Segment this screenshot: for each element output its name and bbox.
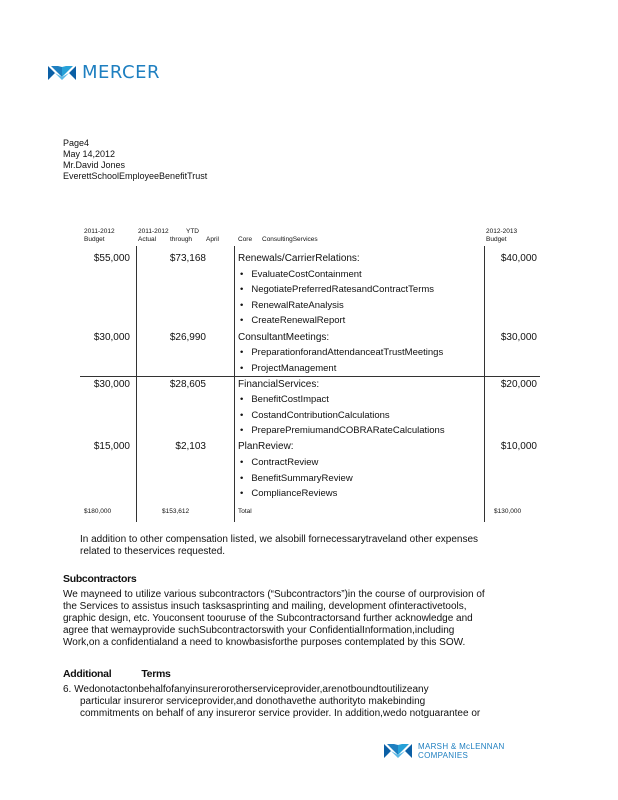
page-number: Page4 xyxy=(63,138,90,148)
total-label: Total xyxy=(238,508,252,515)
row1-new-budget: $40,000 xyxy=(500,253,537,264)
expenses-paragraph: In addition to other compensation listed, we alsobill fornecessarytraveland other expenses related to theservices requested. xyxy=(80,534,479,557)
footer-logo xyxy=(384,742,505,760)
row3-actual: $28,605 xyxy=(169,379,206,390)
row4-service: PlanReview: xyxy=(238,441,294,452)
row2-budget: $30,000 xyxy=(93,332,130,343)
col-divider-2 xyxy=(234,246,235,522)
header-actual: 2011-2012 Actual xyxy=(138,228,169,243)
row1-actual: $73,168 xyxy=(169,253,206,264)
mercer-logo xyxy=(48,62,160,83)
row4-new-budget: $10,000 xyxy=(500,441,537,452)
row2-item: • ProjectManagement xyxy=(240,363,336,374)
fee-table xyxy=(80,228,540,520)
mercer-logo-icon xyxy=(48,64,76,82)
total-actual: $153,612 xyxy=(162,508,190,515)
row1-item: • NegotiatePreferredRatesandContractTerms xyxy=(240,284,434,295)
row4-budget: $15,000 xyxy=(93,441,130,452)
row3-item: • BenefitCostImpact xyxy=(240,394,329,405)
row3-new-budget: $20,000 xyxy=(500,379,537,390)
row1-budget: $55,000 xyxy=(93,253,130,264)
row4-item: • ContractReview xyxy=(240,457,318,468)
row1-item: • EvaluateCostContainment xyxy=(240,269,362,280)
row2-actual: $26,990 xyxy=(169,332,206,343)
row1-item: • CreateRenewalReport xyxy=(240,315,345,326)
recipient-organization: EverettSchoolEmployeeBenefitTrust xyxy=(63,171,208,181)
row4-item: • ComplianceReviews xyxy=(240,488,337,499)
col-divider-1 xyxy=(136,246,137,522)
row3-service: FinancialServices: xyxy=(238,379,320,390)
header-consulting-services: ConsultingServices xyxy=(262,236,318,243)
additional-terms-heading: Additional Terms xyxy=(63,668,171,680)
header-budget-2011: 2011-2012 Budget xyxy=(84,228,115,243)
row1-service: Renewals/CarrierRelations: xyxy=(238,253,360,264)
footer-logo-text: MARSH & McLENNAN COMPANIES xyxy=(418,742,505,760)
row2-service: ConsultantMeetings: xyxy=(238,332,330,343)
row4-actual: $2,103 xyxy=(175,441,206,452)
row3-item: • PreparePremiumandCOBRARateCalculations xyxy=(240,425,445,436)
row3-budget: $30,000 xyxy=(93,379,130,390)
letter-header xyxy=(63,138,207,182)
row2-item: • PreparationforandAttendanceatTrustMeetings xyxy=(240,347,443,358)
header-budget-2013: 2012-2013 Budget xyxy=(486,228,518,243)
recipient-name: Mr.David Jones xyxy=(63,160,126,170)
additional-terms-paragraph: 6. Wedonotactonbehalfofanyinsurerorotherserviceprovider,arenotboundtoutilizeany particular insureror serviceprovider,and donothavethe authorityto makebinding commitments on behalf of any insureror service provider. In addition,wedo notguarantee or xyxy=(63,684,481,719)
header-ytd: YTD through xyxy=(170,228,199,243)
header-april: April xyxy=(206,236,220,243)
col-divider-3 xyxy=(484,246,485,522)
header-core: Core xyxy=(238,236,253,243)
total-budget: $180,000 xyxy=(84,508,112,515)
total-new-budget: $130,000 xyxy=(494,508,522,515)
row-divider xyxy=(80,376,540,377)
mmc-logo-icon xyxy=(384,742,412,760)
row1-item: • RenewalRateAnalysis xyxy=(240,300,344,311)
letter-date: May 14,2012 xyxy=(63,149,116,159)
mercer-logo-text: MERCER xyxy=(82,62,160,83)
subcontractors-heading: Subcontractors xyxy=(63,573,137,585)
row3-item: • CostandContributionCalculations xyxy=(240,410,390,421)
row4-item: • BenefitSummaryReview xyxy=(240,473,353,484)
subcontractors-paragraph: We mayneed to utilize various subcontractors (“Subcontractors”)in the course of ourprovision of the Services to assistus insuch tasksasprinting and mailing, development ofinteractivetools, graphic design, etc. Youconsent toouruse of the Subcontractorsand further acknowledge and agree that wemayprovide suchSubcontractorswith your ConfidentialInformation,including Work,on a confidentialand a need to knowbasisforthe purposes contemplated by this SOW. xyxy=(63,589,485,648)
row2-new-budget: $30,000 xyxy=(500,332,537,343)
